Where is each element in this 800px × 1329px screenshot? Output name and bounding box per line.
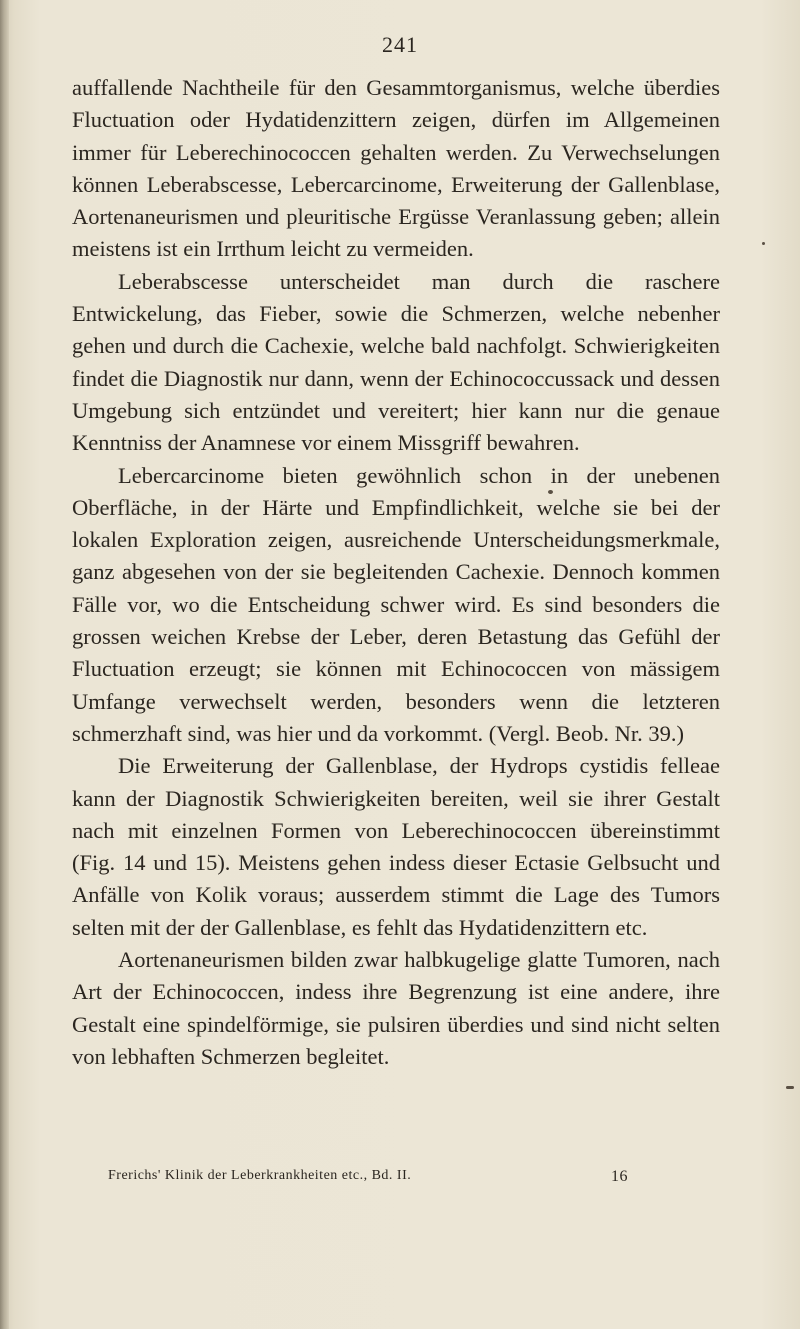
- ink-speck: [548, 490, 553, 494]
- paragraph-1: auffallende Nachtheile für den Gesammtorganismus, welche überdies Fluctuation oder Hydatidenzittern zeigen, dürfen im Allgemeinen immer für Leberechinococcen gehalten werden. Zu Verwechselungen können Leberabscesse, Lebercarcinome, Erweiterung der Gallenblase, Aortenaneurismen und pleuritische Ergüsse Veranlassung geben; allein meistens ist ein Irrthum leicht zu vermeiden.: [72, 75, 720, 262]
- paragraph-2: Leberabscesse unterscheidet man durch die raschere Entwickelung, das Fieber, sowie die Schmerzen, welche nebenher gehen und durch die Cachexie, welche bald nachfolgt. Schwierigkeiten findet die Diagnostik nur dann, wenn der Echinococcussack und dessen Umgebung sich entzündet und vereitert; hier kann nur die genaue Kenntniss der Anamnese vor einem Missgriff bewahren.: [72, 268, 720, 456]
- ink-speck: [786, 1086, 794, 1089]
- page-number: 241: [382, 32, 418, 57]
- paragraph-3: Lebercarcinome bieten gewöhnlich schon in der unebenen Oberfläche, in der Härte und Empfindlichkeit, welche sie bei der lokalen Exploration zeigen, ausreichende Unterscheidungsmerkmale, ganz abgesehen von der sie begleitenden Cachexie. Dennoch kommen Fälle vor, wo die Entscheidung schwer wird. Es sind besonders die grossen weichen Krebse der Leber, deren Betastung das Gefühl der Fluctuation erzeugt; sie können mit Echinococcen von mässigem Umfange verwechselt werden, besonders wenn die letzteren schmerzhaft sind, was hier und da vorkommt. (Vergl. Beob. Nr. 39.): [72, 462, 720, 746]
- body-text: [72, 72, 720, 1073]
- printer-signature: 16: [611, 1168, 628, 1185]
- running-footer-text: Frerichs' Klinik der Leberkrankheiten etc., Bd. II.: [108, 1168, 412, 1183]
- paragraph-5: Aortenaneurismen bilden zwar halbkugelige glatte Tumoren, nach Art der Echinococcen, indess ihre Begrenzung ist eine andere, ihre Gestalt eine spindelförmige, sie pulsiren überdies und sind nicht selten von lebhaften Schmerzen begleitet.: [72, 947, 720, 1069]
- binding-edge: [0, 0, 9, 1329]
- paragraph-4: Die Erweiterung der Gallenblase, der Hydrops cystidis felleae kann der Diagnostik Schwierigkeiten bereiten, weil sie ihrer Gestalt nach mit einzelnen Formen von Leberechinococcen übereinstimmt (Fig. 14 und 15). Meistens gehen indess dieser Ectasie Gelbsucht und Anfälle von Kolik voraus; ausserdem stimmt die Lage des Tumors selten mit der der Gallenblase, es fehlt das Hydatidenzittern etc.: [72, 753, 720, 940]
- ink-speck: [762, 242, 765, 245]
- page-footer: [108, 1168, 628, 1186]
